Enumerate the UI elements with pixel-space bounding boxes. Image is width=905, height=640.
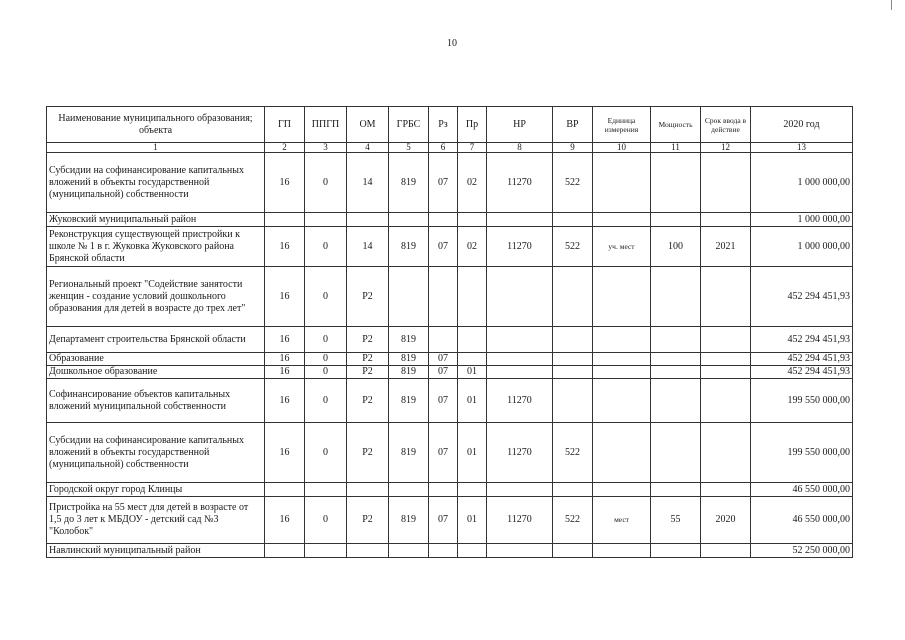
cell-nr <box>487 267 553 327</box>
cell-rz: 07 <box>429 423 458 483</box>
cell-grbs: 819 <box>389 423 429 483</box>
cell-gp: 16 <box>265 327 305 353</box>
table-row <box>47 366 853 379</box>
column-number: 2 <box>265 143 305 153</box>
cell-term <box>701 544 751 558</box>
cell-ppgp: 0 <box>305 379 347 423</box>
column-number: 3 <box>305 143 347 153</box>
cell-capacity <box>651 544 701 558</box>
column-header: Единица измерения <box>593 107 651 143</box>
cell-grbs: 819 <box>389 497 429 544</box>
row-name: Жуковский муниципальный район <box>47 213 265 227</box>
table-row <box>47 379 853 423</box>
cell-unit: уч. мест <box>593 227 651 267</box>
cell-capacity <box>651 379 701 423</box>
cell-ppgp: 0 <box>305 497 347 544</box>
cell-grbs <box>389 213 429 227</box>
cell-amount: 452 294 451,93 <box>751 366 853 379</box>
cell-unit <box>593 366 651 379</box>
cell-term <box>701 483 751 497</box>
cell-om: P2 <box>347 497 389 544</box>
cell-unit <box>593 267 651 327</box>
cell-amount: 46 550 000,00 <box>751 497 853 544</box>
cell-grbs: 819 <box>389 366 429 379</box>
cell-pr <box>458 353 487 366</box>
cell-gp <box>265 213 305 227</box>
cell-amount: 46 550 000,00 <box>751 483 853 497</box>
cell-amount: 52 250 000,00 <box>751 544 853 558</box>
cell-ppgp: 0 <box>305 267 347 327</box>
cell-nr: 11270 <box>487 227 553 267</box>
cell-capacity <box>651 213 701 227</box>
cell-vr <box>553 267 593 327</box>
cell-grbs: 819 <box>389 227 429 267</box>
cell-nr <box>487 483 553 497</box>
cell-vr: 522 <box>553 497 593 544</box>
column-header: Мощность <box>651 107 701 143</box>
column-number: 13 <box>751 143 853 153</box>
cell-vr <box>553 544 593 558</box>
cell-pr <box>458 327 487 353</box>
cell-rz: 07 <box>429 153 458 213</box>
cell-grbs: 819 <box>389 153 429 213</box>
cell-term <box>701 327 751 353</box>
cell-pr <box>458 267 487 327</box>
cell-om: P2 <box>347 267 389 327</box>
page-number: 10 <box>447 38 457 49</box>
cell-amount: 199 550 000,00 <box>751 423 853 483</box>
cell-unit <box>593 353 651 366</box>
cell-unit <box>593 423 651 483</box>
cell-unit <box>593 327 651 353</box>
cell-om: P2 <box>347 327 389 353</box>
row-name: Субсидии на софинансирование капитальных вложений в объекты государственной (муниципальной) собственности <box>47 423 265 483</box>
cell-gp: 16 <box>265 497 305 544</box>
cell-gp <box>265 483 305 497</box>
cell-pr: 01 <box>458 423 487 483</box>
cell-vr <box>553 353 593 366</box>
cell-nr: 11270 <box>487 497 553 544</box>
cell-om: P2 <box>347 353 389 366</box>
cell-amount: 1 000 000,00 <box>751 227 853 267</box>
cell-unit <box>593 379 651 423</box>
column-number: 6 <box>429 143 458 153</box>
table-row <box>47 327 853 353</box>
cell-capacity <box>651 327 701 353</box>
cell-vr: 522 <box>553 227 593 267</box>
cell-unit <box>593 483 651 497</box>
cell-om: 14 <box>347 227 389 267</box>
cell-pr: 01 <box>458 379 487 423</box>
cell-gp: 16 <box>265 366 305 379</box>
column-number: 10 <box>593 143 651 153</box>
cell-unit <box>593 544 651 558</box>
cell-nr <box>487 366 553 379</box>
cell-om: P2 <box>347 423 389 483</box>
cell-rz <box>429 544 458 558</box>
cell-capacity <box>651 423 701 483</box>
column-number: 8 <box>487 143 553 153</box>
cell-amount: 1 000 000,00 <box>751 213 853 227</box>
scan-edge-mark <box>891 0 895 10</box>
cell-pr <box>458 213 487 227</box>
cell-term <box>701 353 751 366</box>
cell-term <box>701 213 751 227</box>
cell-amount: 452 294 451,93 <box>751 353 853 366</box>
cell-ppgp: 0 <box>305 353 347 366</box>
cell-pr: 02 <box>458 153 487 213</box>
row-name: Образование <box>47 353 265 366</box>
cell-pr <box>458 544 487 558</box>
cell-gp: 16 <box>265 267 305 327</box>
column-number: 5 <box>389 143 429 153</box>
cell-gp <box>265 544 305 558</box>
cell-om <box>347 483 389 497</box>
cell-pr: 01 <box>458 497 487 544</box>
column-number: 4 <box>347 143 389 153</box>
row-name: Пристройка на 55 мест для детей в возрасте от 1,5 до 3 лет к МБДОУ - детский сад №3 "Колобок" <box>47 497 265 544</box>
row-name: Софинансирование объектов капитальных вложений муниципальной собственности <box>47 379 265 423</box>
cell-term <box>701 423 751 483</box>
column-number: 12 <box>701 143 751 153</box>
column-number: 9 <box>553 143 593 153</box>
header-row <box>47 107 853 143</box>
cell-om <box>347 544 389 558</box>
row-name: Навлинский муниципальный район <box>47 544 265 558</box>
cell-ppgp: 0 <box>305 423 347 483</box>
cell-term <box>701 153 751 213</box>
cell-nr <box>487 327 553 353</box>
cell-om <box>347 213 389 227</box>
cell-nr <box>487 353 553 366</box>
cell-vr <box>553 327 593 353</box>
cell-gp: 16 <box>265 379 305 423</box>
cell-amount: 1 000 000,00 <box>751 153 853 213</box>
column-header: ОМ <box>347 107 389 143</box>
cell-vr <box>553 366 593 379</box>
cell-rz: 07 <box>429 379 458 423</box>
cell-amount: 199 550 000,00 <box>751 379 853 423</box>
column-header: Наименование муниципального образования; объекта <box>47 107 265 143</box>
cell-nr: 11270 <box>487 379 553 423</box>
column-number: 11 <box>651 143 701 153</box>
cell-nr: 11270 <box>487 423 553 483</box>
row-name: Дошкольное образование <box>47 366 265 379</box>
cell-gp: 16 <box>265 423 305 483</box>
table-row <box>47 423 853 483</box>
cell-gp: 16 <box>265 353 305 366</box>
cell-rz: 07 <box>429 227 458 267</box>
cell-vr <box>553 483 593 497</box>
cell-term: 2020 <box>701 497 751 544</box>
cell-capacity <box>651 267 701 327</box>
cell-pr <box>458 483 487 497</box>
cell-gp: 16 <box>265 153 305 213</box>
cell-om: 14 <box>347 153 389 213</box>
cell-unit <box>593 213 651 227</box>
cell-pr: 02 <box>458 227 487 267</box>
cell-ppgp <box>305 483 347 497</box>
row-name: Региональный проект "Содействие занятости женщин - создание условий дошкольного образования для детей в возрасте до трех лет" <box>47 267 265 327</box>
cell-capacity: 100 <box>651 227 701 267</box>
cell-gp: 16 <box>265 227 305 267</box>
column-header: ВР <box>553 107 593 143</box>
cell-vr: 522 <box>553 153 593 213</box>
cell-grbs <box>389 267 429 327</box>
column-number-row <box>47 143 853 153</box>
cell-om: P2 <box>347 379 389 423</box>
cell-rz: 07 <box>429 497 458 544</box>
cell-nr: 11270 <box>487 153 553 213</box>
column-header: ГРБС <box>389 107 429 143</box>
column-header: Рз <box>429 107 458 143</box>
cell-term <box>701 366 751 379</box>
cell-vr <box>553 213 593 227</box>
table-row <box>47 353 853 366</box>
cell-rz <box>429 213 458 227</box>
cell-capacity <box>651 353 701 366</box>
row-name: Субсидии на софинансирование капитальных вложений в объекты государственной (муниципальной) собственности <box>47 153 265 213</box>
table-row <box>47 213 853 227</box>
cell-term <box>701 267 751 327</box>
cell-term: 2021 <box>701 227 751 267</box>
column-number: 1 <box>47 143 265 153</box>
cell-ppgp: 0 <box>305 366 347 379</box>
table-body <box>47 153 853 558</box>
table-row <box>47 483 853 497</box>
cell-vr <box>553 379 593 423</box>
cell-ppgp: 0 <box>305 327 347 353</box>
column-header: 2020 год <box>751 107 853 143</box>
cell-ppgp: 0 <box>305 153 347 213</box>
cell-rz <box>429 267 458 327</box>
table-row <box>47 497 853 544</box>
cell-ppgp: 0 <box>305 227 347 267</box>
column-number: 7 <box>458 143 487 153</box>
cell-vr: 522 <box>553 423 593 483</box>
column-header: ГП <box>265 107 305 143</box>
column-header: НР <box>487 107 553 143</box>
table-row <box>47 153 853 213</box>
table-row <box>47 544 853 558</box>
cell-amount: 452 294 451,93 <box>751 327 853 353</box>
cell-nr <box>487 544 553 558</box>
cell-rz <box>429 327 458 353</box>
cell-grbs: 819 <box>389 353 429 366</box>
cell-unit <box>593 153 651 213</box>
cell-capacity <box>651 366 701 379</box>
column-header: Срок ввода в действие <box>701 107 751 143</box>
cell-capacity: 55 <box>651 497 701 544</box>
cell-grbs <box>389 544 429 558</box>
cell-grbs <box>389 483 429 497</box>
table-row <box>47 267 853 327</box>
cell-capacity <box>651 483 701 497</box>
row-name: Департамент строительства Брянской области <box>47 327 265 353</box>
cell-rz: 07 <box>429 366 458 379</box>
budget-table <box>46 106 853 558</box>
table-row <box>47 227 853 267</box>
cell-pr: 01 <box>458 366 487 379</box>
cell-grbs: 819 <box>389 379 429 423</box>
column-header: ППГП <box>305 107 347 143</box>
column-header: Пр <box>458 107 487 143</box>
cell-grbs: 819 <box>389 327 429 353</box>
cell-capacity <box>651 153 701 213</box>
cell-unit: мест <box>593 497 651 544</box>
cell-ppgp <box>305 544 347 558</box>
cell-rz: 07 <box>429 353 458 366</box>
row-name: Реконструкция существующей пристройки к школе № 1 в г. Жуковка Жуковского района Брянской области <box>47 227 265 267</box>
cell-nr <box>487 213 553 227</box>
cell-om: P2 <box>347 366 389 379</box>
row-name: Городской округ город Клинцы <box>47 483 265 497</box>
cell-amount: 452 294 451,93 <box>751 267 853 327</box>
cell-term <box>701 379 751 423</box>
cell-rz <box>429 483 458 497</box>
cell-ppgp <box>305 213 347 227</box>
